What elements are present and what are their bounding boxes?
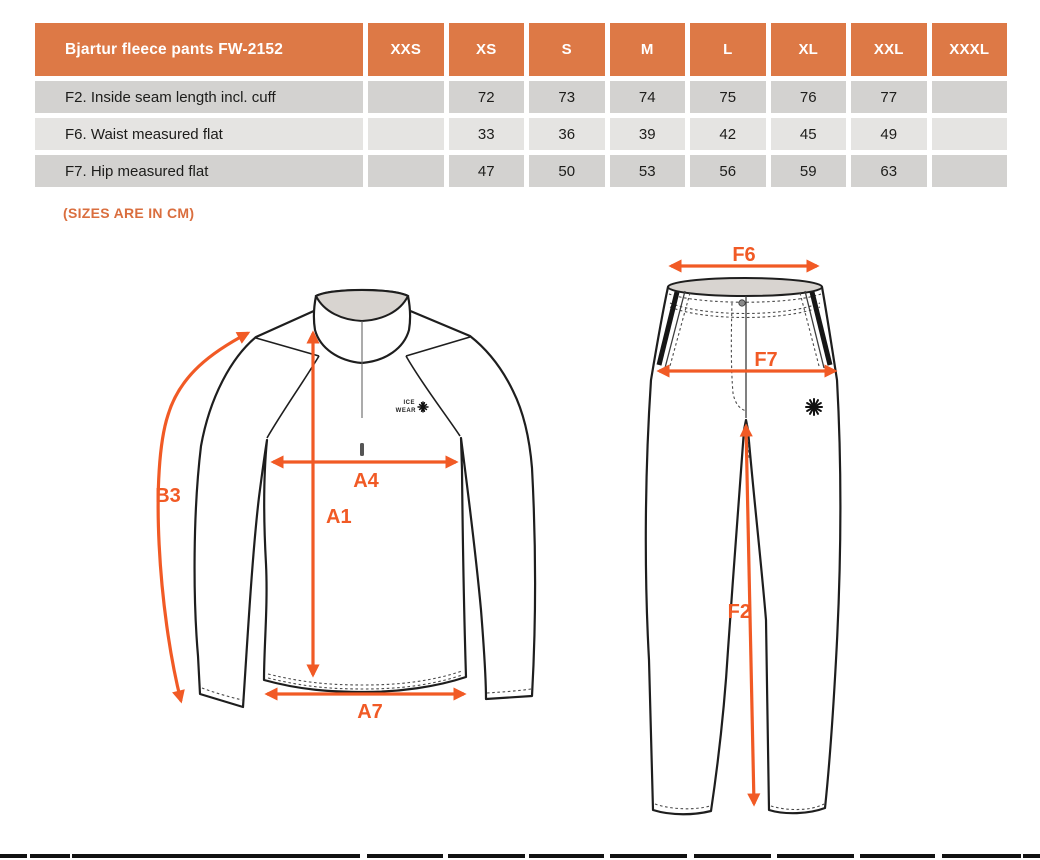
value-cell: 36 <box>529 118 605 150</box>
label-f7: F7 <box>754 349 778 371</box>
table-row-f7 <box>35 155 1007 187</box>
label-b3: B3 <box>155 485 181 507</box>
value-cell: 75 <box>690 81 766 113</box>
value-cell <box>932 118 1008 150</box>
border-segment <box>777 854 854 858</box>
value-cell <box>932 155 1008 187</box>
size-header-l: L <box>690 23 766 76</box>
fleece-top-diagram <box>140 265 560 730</box>
value-cell: 50 <box>529 155 605 187</box>
border-segment <box>1023 854 1040 858</box>
value-cell <box>368 81 444 113</box>
value-cell: 39 <box>610 118 686 150</box>
border-segment <box>529 854 604 858</box>
border-segment <box>694 854 771 858</box>
border-segment <box>860 854 935 858</box>
pants-diagram <box>630 240 1040 852</box>
product-title-cell: Bjartur fleece pants FW-2152 <box>35 23 363 76</box>
border-segment <box>72 854 360 858</box>
size-header-xs: XS <box>449 23 525 76</box>
value-cell: 72 <box>449 81 525 113</box>
pants-outline <box>646 287 840 814</box>
fleece-top-outline <box>195 310 535 707</box>
value-cell: 45 <box>771 118 847 150</box>
table-row-f2 <box>35 81 1007 113</box>
zipper-pull <box>360 443 364 456</box>
svg-text:WEAR: WEAR <box>395 408 416 414</box>
label-a1: A1 <box>326 506 352 528</box>
waist-button <box>739 300 745 306</box>
border-segment <box>30 854 70 858</box>
row-label-cell: F2. Inside seam length incl. cuff <box>35 81 363 113</box>
size-header-m: M <box>610 23 686 76</box>
border-segment <box>610 854 687 858</box>
value-cell: 63 <box>851 155 927 187</box>
row-label-cell: F7. Hip measured flat <box>35 155 363 187</box>
label-f6: F6 <box>732 244 756 266</box>
border-segment <box>367 854 443 858</box>
value-cell: 74 <box>610 81 686 113</box>
border-segment <box>942 854 1021 858</box>
value-cell: 53 <box>610 155 686 187</box>
size-header-s: S <box>529 23 605 76</box>
size-header-xxxl: XXXL <box>932 23 1008 76</box>
svg-text:ICE: ICE <box>403 400 415 406</box>
value-cell: 49 <box>851 118 927 150</box>
label-a7: A7 <box>357 701 383 723</box>
value-cell: 76 <box>771 81 847 113</box>
label-f2: F2 <box>727 601 751 623</box>
table-row-f6 <box>35 118 1007 150</box>
value-cell: 47 <box>449 155 525 187</box>
value-cell: 56 <box>690 155 766 187</box>
waistband-inside <box>668 278 822 296</box>
row-label-cell: F6. Waist measured flat <box>35 118 363 150</box>
value-cell <box>368 118 444 150</box>
sizes-unit-note: (SIZES ARE IN CM) <box>63 205 195 221</box>
value-cell <box>368 155 444 187</box>
size-header-xxl: XXL <box>851 23 927 76</box>
border-segment <box>0 854 27 858</box>
size-header-xxs: XXS <box>368 23 444 76</box>
value-cell: 59 <box>771 155 847 187</box>
value-cell: 77 <box>851 81 927 113</box>
size-header-xl: XL <box>771 23 847 76</box>
label-a4: A4 <box>353 470 379 492</box>
value-cell: 42 <box>690 118 766 150</box>
border-segment <box>448 854 525 858</box>
value-cell <box>932 81 1008 113</box>
size-table <box>30 18 1012 192</box>
table-header-row <box>35 23 1007 76</box>
value-cell: 73 <box>529 81 605 113</box>
value-cell: 33 <box>449 118 525 150</box>
